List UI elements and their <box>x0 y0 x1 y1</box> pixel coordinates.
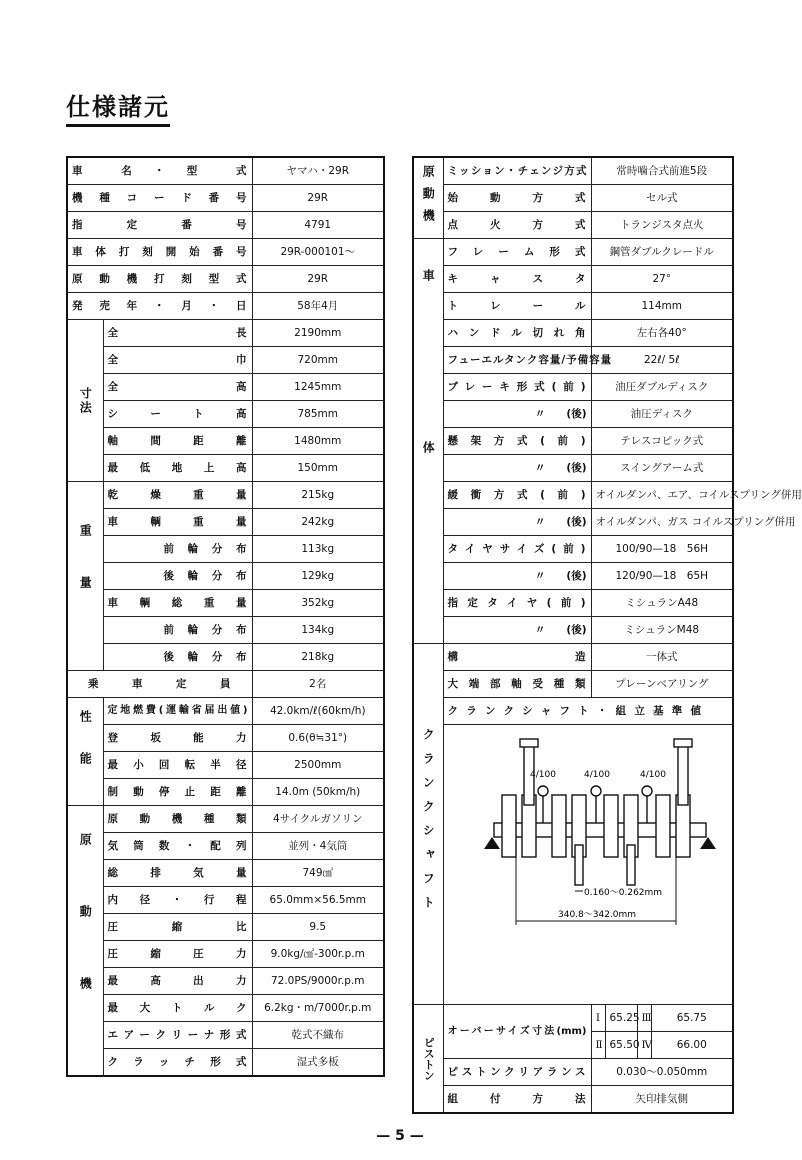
table-row <box>413 536 733 563</box>
page-number: — 5 — <box>376 1128 424 1144</box>
oversize-no: Ⅳ <box>637 1032 651 1059</box>
table-row <box>67 239 384 266</box>
oversize-no: Ⅲ <box>637 1005 651 1032</box>
spec-value: 29R <box>252 266 384 293</box>
spec-value: セル式 <box>591 185 733 212</box>
spec-value: 2名 <box>252 671 384 698</box>
spec-label: 制動停止距離 <box>103 779 252 806</box>
conrod <box>575 845 583 885</box>
table-row <box>67 698 384 725</box>
table-row <box>413 212 733 239</box>
table-row <box>413 428 733 455</box>
spec-label: 定地燃費(運輸省届出値) <box>103 698 252 725</box>
spec-value: 4791 <box>252 212 384 239</box>
table-row <box>67 428 384 455</box>
runout-label: 4/100 <box>583 770 610 780</box>
oversize-value: 66.00 <box>651 1032 733 1059</box>
table-row <box>67 509 384 536</box>
spec-label: 点 火 方 式 <box>443 212 591 239</box>
spec-value: 0.030〜0.050mm <box>591 1059 733 1086</box>
spec-value: 29R <box>252 185 384 212</box>
spec-value: 9.5 <box>252 914 384 941</box>
group-label-dims: 寸法 <box>67 320 103 482</box>
table-row <box>413 347 733 374</box>
spec-value: 6.2kg・m/7000r.p.m <box>252 995 384 1022</box>
spec-label: 登坂能力 <box>103 725 252 752</box>
spec-value: 湿式多板 <box>252 1049 384 1077</box>
spec-value: 150mm <box>252 455 384 482</box>
spec-value: 100/90—18 56H <box>591 536 733 563</box>
table-row <box>413 1005 733 1032</box>
runout-label: 4/100 <box>639 770 666 780</box>
spec-value: スイングアーム式 <box>591 455 733 482</box>
table-row <box>67 617 384 644</box>
group-label-crank: クランクシャフト <box>413 644 443 1005</box>
spec-label: 全 高 <box>103 374 252 401</box>
spec-value: 2500mm <box>252 752 384 779</box>
spec-value: ミシュランM48 <box>591 617 733 644</box>
spec-label: ブレーキ形式(前) <box>443 374 591 401</box>
table-row <box>67 995 384 1022</box>
spec-value: ミシュランA48 <box>591 590 733 617</box>
group-label-body: 車体 <box>413 239 443 644</box>
spec-value: トランジスタ点火 <box>591 212 733 239</box>
spec-value: 720mm <box>252 347 384 374</box>
spec-table-left <box>66 156 385 1077</box>
side-clearance-label: 0.160〜0.262mm <box>583 888 662 898</box>
table-row <box>67 860 384 887</box>
spec-value: 9.0kg/㎠-300r.p.m <box>252 941 384 968</box>
table-row <box>67 671 384 698</box>
spec-label: 始 動 方 式 <box>443 185 591 212</box>
table-row <box>413 698 733 725</box>
oversize-no: Ⅱ <box>591 1032 605 1059</box>
spec-value: 72.0PS/9000r.p.m <box>252 968 384 995</box>
spec-label: 原動機打刻型式 <box>67 266 252 293</box>
spec-label: 〃 (後) <box>443 617 591 644</box>
spec-value: 749㎤ <box>252 860 384 887</box>
table-row <box>413 617 733 644</box>
spec-value: 29R-000101〜 <box>252 239 384 266</box>
spec-value: 常時噛合式前進5段 <box>591 157 733 185</box>
spec-value: 1245mm <box>252 374 384 401</box>
spec-label: 総排気量 <box>103 860 252 887</box>
oversize-value: 65.50 <box>605 1032 637 1059</box>
spec-value: 22ℓ/ 5ℓ <box>591 347 733 374</box>
spec-value: 4サイクルガソリン <box>252 806 384 833</box>
crank-web <box>604 795 618 857</box>
spec-label: 〃 (後) <box>443 509 591 536</box>
spec-label: キャスタ <box>443 266 591 293</box>
table-row <box>413 1086 733 1114</box>
spec-value: 114mm <box>591 293 733 320</box>
group-label-weight: 重量 <box>67 482 103 671</box>
spec-label: 乗 車 定 員 <box>67 671 252 698</box>
spec-label: 〃 (後) <box>443 401 591 428</box>
table-row <box>67 806 384 833</box>
spec-label: 指定タイヤ(前) <box>443 590 591 617</box>
spec-value: 乾式不織布 <box>252 1022 384 1049</box>
table-row <box>413 590 733 617</box>
support-triangle-icon <box>484 837 500 849</box>
group-label-piston: ピストン <box>413 1005 443 1114</box>
conrod-end <box>674 739 692 747</box>
spec-value: 油圧ディスク <box>591 401 733 428</box>
table-row <box>67 1049 384 1077</box>
support-triangle-icon <box>700 837 716 849</box>
spec-value: 218kg <box>252 644 384 671</box>
spec-label: 内径・行程 <box>103 887 252 914</box>
table-row <box>413 725 733 1005</box>
table-row <box>67 293 384 320</box>
table-row <box>413 455 733 482</box>
table-row <box>67 914 384 941</box>
spec-label: 最大トルク <box>103 995 252 1022</box>
spec-label: 指 定 番 号 <box>67 212 252 239</box>
spec-label: フューエルタンク容量/予備容量 <box>443 347 591 374</box>
table-row <box>67 968 384 995</box>
spec-value: 120/90—18 65H <box>591 563 733 590</box>
spec-value: ヤマハ・29R <box>252 157 384 185</box>
spec-label: 原動機種類 <box>103 806 252 833</box>
spec-label: 最低地上高 <box>103 455 252 482</box>
spec-label: 前輪分布 <box>103 617 252 644</box>
spec-label: 気筒数・配列 <box>103 833 252 860</box>
spec-label: 車輌重量 <box>103 509 252 536</box>
table-row <box>413 266 733 293</box>
table-row <box>413 509 733 536</box>
spec-value: 1480mm <box>252 428 384 455</box>
table-row <box>67 320 384 347</box>
table-row <box>67 725 384 752</box>
oversize-value: 65.25 <box>605 1005 637 1032</box>
crankshaft-diagram-cell <box>443 725 733 1005</box>
spec-value: 鋼管ダブルクレードル <box>591 239 733 266</box>
spec-label: 後輪分布 <box>103 644 252 671</box>
spec-value: 215kg <box>252 482 384 509</box>
spec-value: 矢印排気側 <box>591 1086 733 1114</box>
spec-label: 組 付 方 法 <box>443 1086 591 1114</box>
table-row <box>67 887 384 914</box>
spec-value: プレーンベアリング <box>591 671 733 698</box>
spec-label: エアークリーナ形式 <box>103 1022 252 1049</box>
spec-label: 懸架方式(前) <box>443 428 591 455</box>
width-label: 340.8〜342.0mm <box>557 910 636 920</box>
table-row <box>413 185 733 212</box>
group-label-r-engine: 原動機 <box>413 157 443 239</box>
spec-label: 最高出力 <box>103 968 252 995</box>
spec-label: 最小回転半径 <box>103 752 252 779</box>
spec-value: 一体式 <box>591 644 733 671</box>
table-row <box>67 482 384 509</box>
table-row <box>67 1022 384 1049</box>
table-row <box>67 157 384 185</box>
spec-table-right <box>412 156 802 1114</box>
crankshaft-diagram <box>444 725 732 1001</box>
spec-label: 圧縮圧力 <box>103 941 252 968</box>
table-row <box>413 1059 733 1086</box>
group-label-perf: 性能 <box>67 698 103 806</box>
spec-label: 〃 (後) <box>443 455 591 482</box>
crank-web <box>502 795 516 857</box>
spec-label: 車輌総重量 <box>103 590 252 617</box>
spec-value: オイルダンパ、ガス コイルスプリング併用 <box>591 509 733 536</box>
table-row <box>413 563 733 590</box>
spec-value: 42.0km/ℓ(60km/h) <box>252 698 384 725</box>
spec-label: 全 巾 <box>103 347 252 374</box>
group-label-engine: 原動機 <box>67 806 103 1077</box>
spec-value: 129kg <box>252 563 384 590</box>
spec-label: 〃 (後) <box>443 563 591 590</box>
spec-value: 左右各40° <box>591 320 733 347</box>
spec-label: ピストンクリアランス <box>443 1059 591 1086</box>
table-row <box>413 374 733 401</box>
spec-value: 2190mm <box>252 320 384 347</box>
spec-value: 27° <box>591 266 733 293</box>
spec-label: 構 造 <box>443 644 591 671</box>
spec-label: 車 名 ・ 型 式 <box>67 157 252 185</box>
dial-gauge-icon <box>538 786 548 796</box>
table-row <box>67 401 384 428</box>
spec-label: 車体打刻開始番号 <box>67 239 252 266</box>
crank-web <box>552 795 566 857</box>
spec-value: 242kg <box>252 509 384 536</box>
spec-value: 65.0mm×56.5mm <box>252 887 384 914</box>
spec-label: 圧縮比 <box>103 914 252 941</box>
spec-label: ミッション・チェンジ方式 <box>443 157 591 185</box>
runout-label: 4/100 <box>529 770 556 780</box>
crank-web <box>656 795 670 857</box>
spec-label: フレーム形式 <box>443 239 591 266</box>
spec-label: 全 長 <box>103 320 252 347</box>
spec-label: シート高 <box>103 401 252 428</box>
dial-gauge-icon <box>642 786 652 796</box>
spec-label: クラッチ形式 <box>103 1049 252 1077</box>
spec-value: 113kg <box>252 536 384 563</box>
spec-label: 乾燥重量 <box>103 482 252 509</box>
spec-label: 軸間距離 <box>103 428 252 455</box>
table-row <box>67 563 384 590</box>
spec-value: 油圧ダブルディスク <box>591 374 733 401</box>
table-row <box>67 347 384 374</box>
spec-value: テレスコピック式 <box>591 428 733 455</box>
spec-value: 58年4月 <box>252 293 384 320</box>
table-row <box>67 266 384 293</box>
table-row <box>67 536 384 563</box>
spec-value: 352kg <box>252 590 384 617</box>
spec-label: 発売年・月・日 <box>67 293 252 320</box>
table-row <box>67 374 384 401</box>
table-row <box>67 779 384 806</box>
oversize-value: 65.75 <box>651 1005 733 1032</box>
table-row <box>67 590 384 617</box>
table-row <box>413 644 733 671</box>
table-row <box>67 833 384 860</box>
spec-value: 0.6(θ≒31°) <box>252 725 384 752</box>
oversize-no: Ⅰ <box>591 1005 605 1032</box>
spec-value: 785mm <box>252 401 384 428</box>
table-row <box>413 671 733 698</box>
table-row <box>67 752 384 779</box>
table-row <box>67 455 384 482</box>
spec-value: 14.0m (50km/h) <box>252 779 384 806</box>
spec-label: トレール <box>443 293 591 320</box>
conrod-end <box>520 739 538 747</box>
oversize-label: オーバーサイズ寸法(mm) <box>443 1005 591 1059</box>
dial-gauge-icon <box>591 786 601 796</box>
table-row <box>67 644 384 671</box>
spec-label: 大端部軸受種類 <box>443 671 591 698</box>
table-row <box>413 293 733 320</box>
crank-header: クランクシャフト・組立基準値 <box>443 698 733 725</box>
spec-value: オイルダンパ、エア、コイルスプリング併用 <box>591 482 733 509</box>
table-row <box>413 320 733 347</box>
spec-label: タイヤサイズ(前) <box>443 536 591 563</box>
spec-label: 機種コード番号 <box>67 185 252 212</box>
page-title: 仕様諸元 <box>66 92 170 127</box>
spec-label: ハンドル切れ角 <box>443 320 591 347</box>
conrod <box>678 743 688 805</box>
spec-value: 134kg <box>252 617 384 644</box>
table-row <box>413 157 733 185</box>
spec-label: 緩衝方式(前) <box>443 482 591 509</box>
spec-label: 後輪分布 <box>103 563 252 590</box>
table-row <box>67 941 384 968</box>
table-row <box>413 239 733 266</box>
table-row <box>67 212 384 239</box>
spec-value: 並列・4気筒 <box>252 833 384 860</box>
table-row <box>67 185 384 212</box>
table-row <box>413 482 733 509</box>
spec-label: 前輪分布 <box>103 536 252 563</box>
table-row <box>413 401 733 428</box>
conrod <box>627 845 635 885</box>
